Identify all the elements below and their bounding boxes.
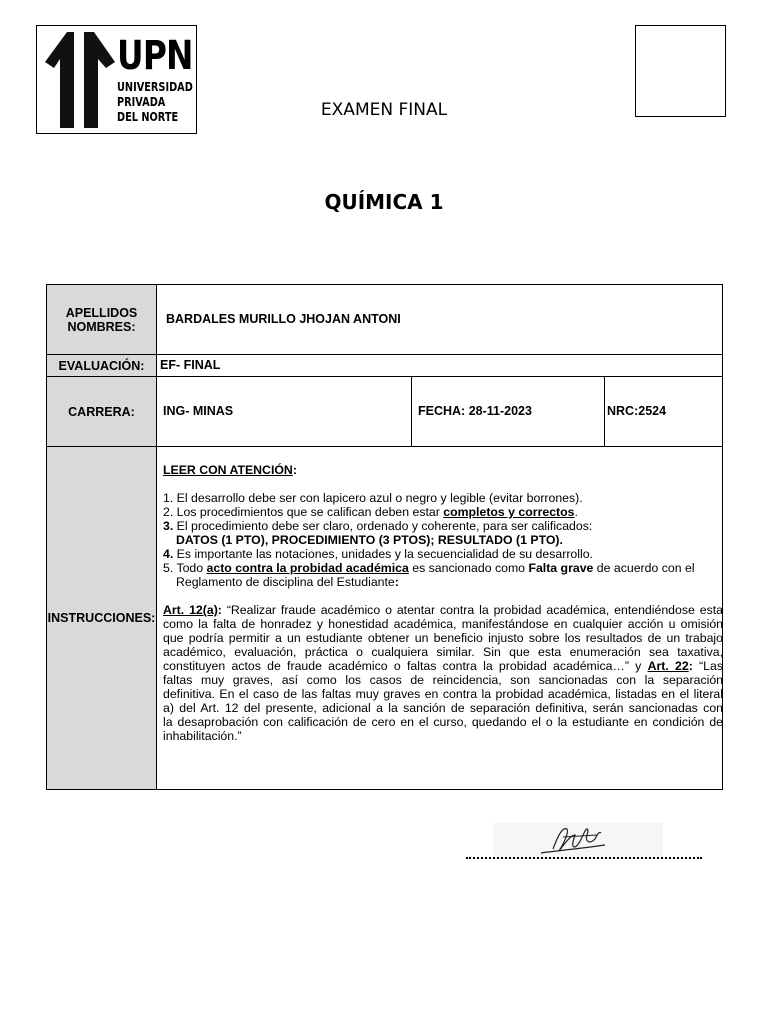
article-line-5: constituyen actos de fraude académico o faltas contra la probidad académica…” y Art. 22: “Las bbox=[163, 659, 723, 673]
article-line-4: académico, evaluación, práctica o cualquiera similar. Sin que esta enumeración sea taxativa, bbox=[163, 645, 723, 659]
instruction-3-points: DATOS (1 PTO), PROCEDIMIENTO (3 PTOS); RESULTADO (1 PTO). bbox=[176, 533, 563, 547]
fecha-value: FECHA: 28-11-2023 bbox=[418, 404, 532, 418]
article-line-8: a) del Art. 12 del presente, adicional a la sanción de separación definitiva, serán sancionadas con bbox=[163, 701, 723, 715]
student-name: BARDALES MURILLO JHOJAN ANTONI bbox=[166, 312, 401, 326]
article-line-10: inhabilitación.” bbox=[163, 729, 242, 743]
signature-line bbox=[466, 857, 702, 859]
instruction-5-line-2: Reglamento de disciplina del Estudiante: bbox=[176, 575, 399, 589]
carrera-label: CARRERA: bbox=[47, 377, 156, 446]
exam-info-table bbox=[46, 284, 723, 790]
instruction-5: 5. Todo acto contra la probidad académica es sancionado como Falta grave de acuerdo con el bbox=[163, 561, 695, 575]
carrera-value: ING- MINAS bbox=[163, 404, 234, 418]
evaluacion-label: EVALUACIÓN: bbox=[47, 355, 156, 376]
instructions-text: LEER CON ATENCIÓN: 1. El desarrollo debe ser con lapicero azul o negro y legible (evitar borrones). 2. Los procedimientos que se califican deben estar completos y correctos. 3. El procedimiento debe ser claro, ordenado y coherente, para ser calificados: DATOS (1 PTO), PROCEDIMIENTO (3 PTOS); RESULTADO (1 PTO). 4. Es importante las notaciones, unidades y la secuencialidad de su desarrollo. 5. Todo acto contra la probidad académica es sancionado como Falta grave de acuerdo con el Reglamento de disciplina del Estudiante: Art. 12(a): “Realizar fraude académico o atentar contra la probidad académica, entendiéndose esta como la falta de honradez y honestidad académica, manifestándose en cualquier acción u omisión que podría permitir a un estudiante obtener un beneficio injusto sobre los resultados de un trabajo académico, evaluación, práctica o cualquiera similar. Sin que esta enumeración sea taxativa, constituyen actos de fraude académico o faltas contra la probidad académica…” y Art. 22: “Las faltas muy graves, así como los casos de reincidencia, son sancionadas con la separación definitiva. En el caso de las faltas muy graves en contra la probidad académica, listadas en el literal a) del Art. 12 del presente, adicional a la sanción de separación definitiva, serán sancionadas con la desaprobación con calificación de cero en el curso, quedando el o la estudiante en condición de inhabilitación.” bbox=[163, 463, 723, 743]
article-line-2: como la falta de honradez y honestidad académica, manifestándose en cualquier acción u omisión bbox=[163, 617, 723, 631]
logo-line-3: DEL NORTE bbox=[117, 109, 179, 124]
evaluacion-value: EF- FINAL bbox=[160, 358, 221, 372]
instrucciones-label: INSTRUCCIONES: bbox=[47, 447, 156, 789]
logo-line-2: PRIVADA bbox=[117, 94, 166, 109]
article-line-7: definitiva. En el caso de las faltas muy graves en contra la probidad académica, listadas en el literal bbox=[163, 687, 723, 701]
apellidos-label: APELLIDOS NOMBRES: bbox=[47, 285, 156, 354]
article-line-1: Art. 12(a): “Realizar fraude académico o atentar contra la probidad académica, entendiéndose esta bbox=[163, 603, 723, 617]
instruction-1: 1. El desarrollo debe ser con lapicero azul o negro y legible (evitar borrones). bbox=[163, 491, 583, 505]
article-line-3: que podría permitir a un estudiante obtener un beneficio injusto sobre los resultados de un trabajo bbox=[163, 631, 723, 645]
exam-title: EXAMEN FINAL bbox=[320, 100, 448, 120]
logo-line-1: UNIVERSIDAD bbox=[117, 79, 193, 94]
instruction-3: 3. El procedimiento debe ser claro, ordenado y coherente, para ser calificados: bbox=[163, 519, 593, 533]
instruction-4: 4. Es importante las notaciones, unidades y la secuencialidad de su desarrollo. bbox=[163, 547, 593, 561]
instructions-heading: LEER CON ATENCIÓN bbox=[163, 463, 293, 477]
subject-title: QUÍMICA 1 bbox=[324, 190, 444, 214]
article-line-9: la desaprobación con calificación de cero en el curso, quedando el o la estudiante en condición de bbox=[163, 715, 723, 729]
logo-main-text: UPN bbox=[117, 33, 193, 79]
nrc-value: NRC:2524 bbox=[607, 404, 667, 418]
signature-icon bbox=[493, 823, 663, 859]
instruction-2: 2. Los procedimientos que se califican deben estar completos y correctos. bbox=[163, 505, 578, 519]
article-line-6: faltas muy graves, así como los casos de reincidencia, son sancionadas con la separación bbox=[163, 673, 723, 687]
